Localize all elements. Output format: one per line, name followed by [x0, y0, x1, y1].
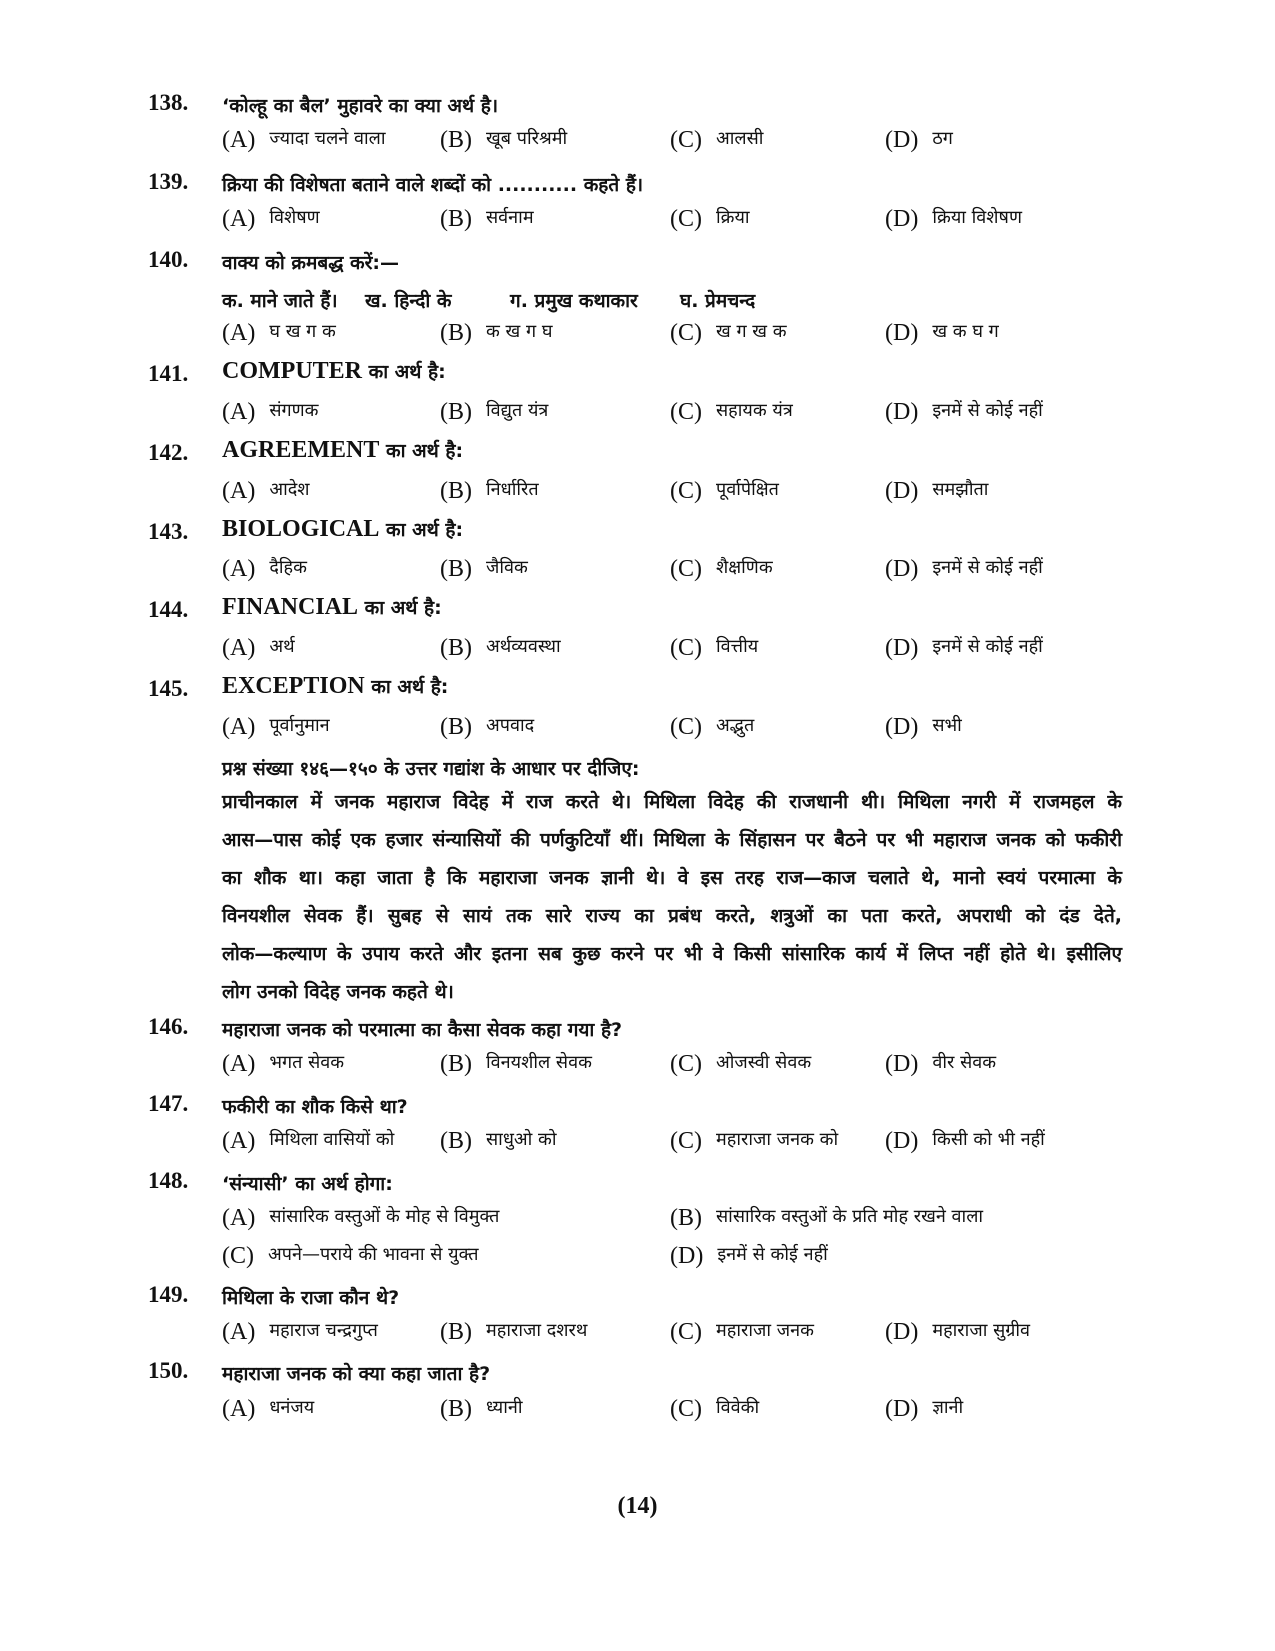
option-c: (C) क्रिया — [670, 206, 750, 232]
option-c: (C) महाराजा जनक को — [670, 1128, 839, 1154]
option-b: (B) जैविक — [440, 556, 528, 582]
question-text: AGREEMENT का अर्थ है: — [222, 437, 464, 463]
question-number: 150. — [148, 1358, 189, 1383]
question-text: क्रिया की विशेषता बताने वाले शब्दों को ........... कहते हैं। — [222, 174, 644, 196]
option-b: (B) सर्वनाम — [440, 206, 534, 232]
passage-line: प्राचीनकाल में जनक महाराज विदेह में राज करते थे। मिथिला विदेह की राजधानी थी। मिथिला नगरी में राजमहल के — [222, 791, 1122, 813]
question-number: 148. — [148, 1168, 189, 1193]
option-a: (A) विशेषण — [222, 206, 320, 232]
option-d: (D) ज्ञानी — [885, 1396, 964, 1422]
option-c: (C) पूर्वापेक्षित — [670, 478, 779, 504]
option-b: (B) विनयशील सेवक — [440, 1051, 592, 1077]
option-b: (B) खूब परिश्रमी — [440, 127, 568, 153]
option-b: (B) सांसारिक वस्तुओं के प्रति मोह रखने वाला — [670, 1205, 984, 1231]
question-number: 143. — [148, 519, 189, 544]
option-a: (A) संगणक — [222, 399, 319, 425]
option-d: (D) ख क घ ग — [885, 320, 999, 346]
question-text: महाराजा जनक को क्या कहा जाता है? — [222, 1363, 491, 1385]
option-c: (C) अद्भुत — [670, 714, 755, 740]
question-text: EXCEPTION का अर्थ है: — [222, 673, 449, 699]
option-d: (D) वीर सेवक — [885, 1051, 997, 1077]
option-b: (B) निर्धारित — [440, 478, 539, 504]
option-a: (A) घ ख ग क — [222, 320, 336, 346]
question-text: फकीरी का शौक किसे था? — [222, 1096, 408, 1118]
question-number: 139. — [148, 169, 189, 194]
option-a: (A) पूर्वानुमान — [222, 714, 330, 740]
passage — [222, 783, 1122, 1011]
option-d: (D) किसी को भी नहीं — [885, 1128, 1045, 1154]
passage-line: लोक—कल्याण के उपाय करते और इतना सब कुछ करने पर भी वे किसी सांसारिक कार्य में लिप्त नहीं होते थे। इसीलिए — [222, 943, 1122, 965]
option-a: (A) सांसारिक वस्तुओं के मोह से विमुक्त — [222, 1205, 500, 1231]
passage-line: का शौक था। कहा जाता है कि महाराजा जनक ज्ञानी थे। वे इस तरह राज—काज चलाते थे, मानो स्वयं परमात्मा के — [222, 867, 1122, 889]
option-a: (A) महाराज चन्द्रगुप्त — [222, 1319, 378, 1345]
option-c: (C) ख ग ख क — [670, 320, 787, 346]
question-number: 140. — [148, 247, 189, 272]
option-c: (C) आलसी — [670, 127, 764, 153]
option-b: (B) अर्थव्यवस्था — [440, 635, 561, 661]
question-text: FINANCIAL का अर्थ है: — [222, 594, 442, 620]
sub-item-gha: घ. प्रेमचन्द — [680, 290, 756, 312]
option-a: (A) आदेश — [222, 478, 310, 504]
option-b: (B) महाराजा दशरथ — [440, 1319, 588, 1345]
option-a: (A) अर्थ — [222, 635, 295, 661]
question-number: 149. — [148, 1282, 189, 1307]
option-c: (C) शैक्षणिक — [670, 556, 773, 582]
question-number: 145. — [148, 676, 189, 701]
question-number: 146. — [148, 1014, 189, 1039]
option-c: (C) ओजस्वी सेवक — [670, 1051, 812, 1077]
option-d: (D) क्रिया विशेषण — [885, 206, 1022, 232]
question-number: 144. — [148, 597, 189, 622]
question-number: 147. — [148, 1091, 189, 1116]
option-b: (B) क ख ग घ — [440, 320, 553, 346]
option-d: (D) इनमें से कोई नहीं — [885, 556, 1043, 582]
option-d: (D) महाराजा सुग्रीव — [885, 1319, 1031, 1345]
question-number: 141. — [148, 361, 189, 386]
option-a: (A) ज्यादा चलने वाला — [222, 127, 386, 153]
option-a: (A) भगत सेवक — [222, 1051, 345, 1077]
option-d: (D) इनमें से कोई नहीं — [670, 1243, 828, 1269]
sub-item-kha: ख. हिन्दी के — [365, 290, 452, 312]
question-text: वाक्य को क्रमबद्ध करें:— — [222, 252, 399, 274]
option-c: (C) अपने—पराये की भावना से युक्त — [222, 1243, 479, 1269]
option-d: (D) समझौता — [885, 478, 989, 504]
option-a: (A) दैहिक — [222, 556, 307, 582]
question-text: महाराजा जनक को परमात्मा का कैसा सेवक कहा गया है? — [222, 1019, 623, 1041]
option-b: (B) ध्यानी — [440, 1396, 523, 1422]
passage-intro: प्रश्न संख्या १४६—१५० के उत्तर गद्यांश के आधार पर दीजिए: — [222, 758, 640, 780]
question-text: मिथिला के राजा कौन थे? — [222, 1287, 400, 1309]
sub-item-ka: क. माने जाते हैं। — [222, 290, 338, 312]
option-c: (C) वित्तीय — [670, 635, 759, 661]
sub-item-ga: ग. प्रमुख कथाकार — [510, 290, 638, 312]
option-c: (C) महाराजा जनक — [670, 1319, 814, 1345]
option-b: (B) अपवाद — [440, 714, 535, 740]
option-d: (D) ठग — [885, 127, 953, 153]
question-number: 138. — [148, 90, 189, 115]
passage-line: आस—पास कोई एक हजार संन्यासियों की पर्णकुटियाँ थीं। मिथिला के सिंहासन पर बैठने पर भी महाराज जनक को फकीरी — [222, 829, 1122, 851]
question-text: ‘संन्यासी’ का अर्थ होगा: — [222, 1173, 393, 1195]
page-number: (14) — [617, 1493, 658, 1519]
question-text: BIOLOGICAL का अर्थ है: — [222, 516, 464, 542]
question-text: ‘कोल्हू का बैल’ मुहावरे का क्या अर्थ है। — [222, 95, 499, 117]
passage-line: लोग उनको विदेह जनक कहते थे। — [222, 981, 454, 1003]
option-b: (B) विद्युत यंत्र — [440, 399, 549, 425]
option-d: (D) इनमें से कोई नहीं — [885, 635, 1043, 661]
option-a: (A) मिथिला वासियों को — [222, 1128, 395, 1154]
option-b: (B) साधुओ को — [440, 1128, 557, 1154]
option-c: (C) सहायक यंत्र — [670, 399, 793, 425]
passage-line: विनयशील सेवक हैं। सुबह से सायं तक सारे राज्य का प्रबंध करते, शत्रुओं का पता करते, अपराधी को दंड देते, — [222, 905, 1122, 927]
option-d: (D) इनमें से कोई नहीं — [885, 399, 1043, 425]
option-c: (C) विवेकी — [670, 1396, 760, 1422]
option-a: (A) धनंजय — [222, 1396, 315, 1422]
option-d: (D) सभी — [885, 714, 962, 740]
question-number: 142. — [148, 440, 189, 465]
question-text: COMPUTER का अर्थ है: — [222, 358, 446, 384]
